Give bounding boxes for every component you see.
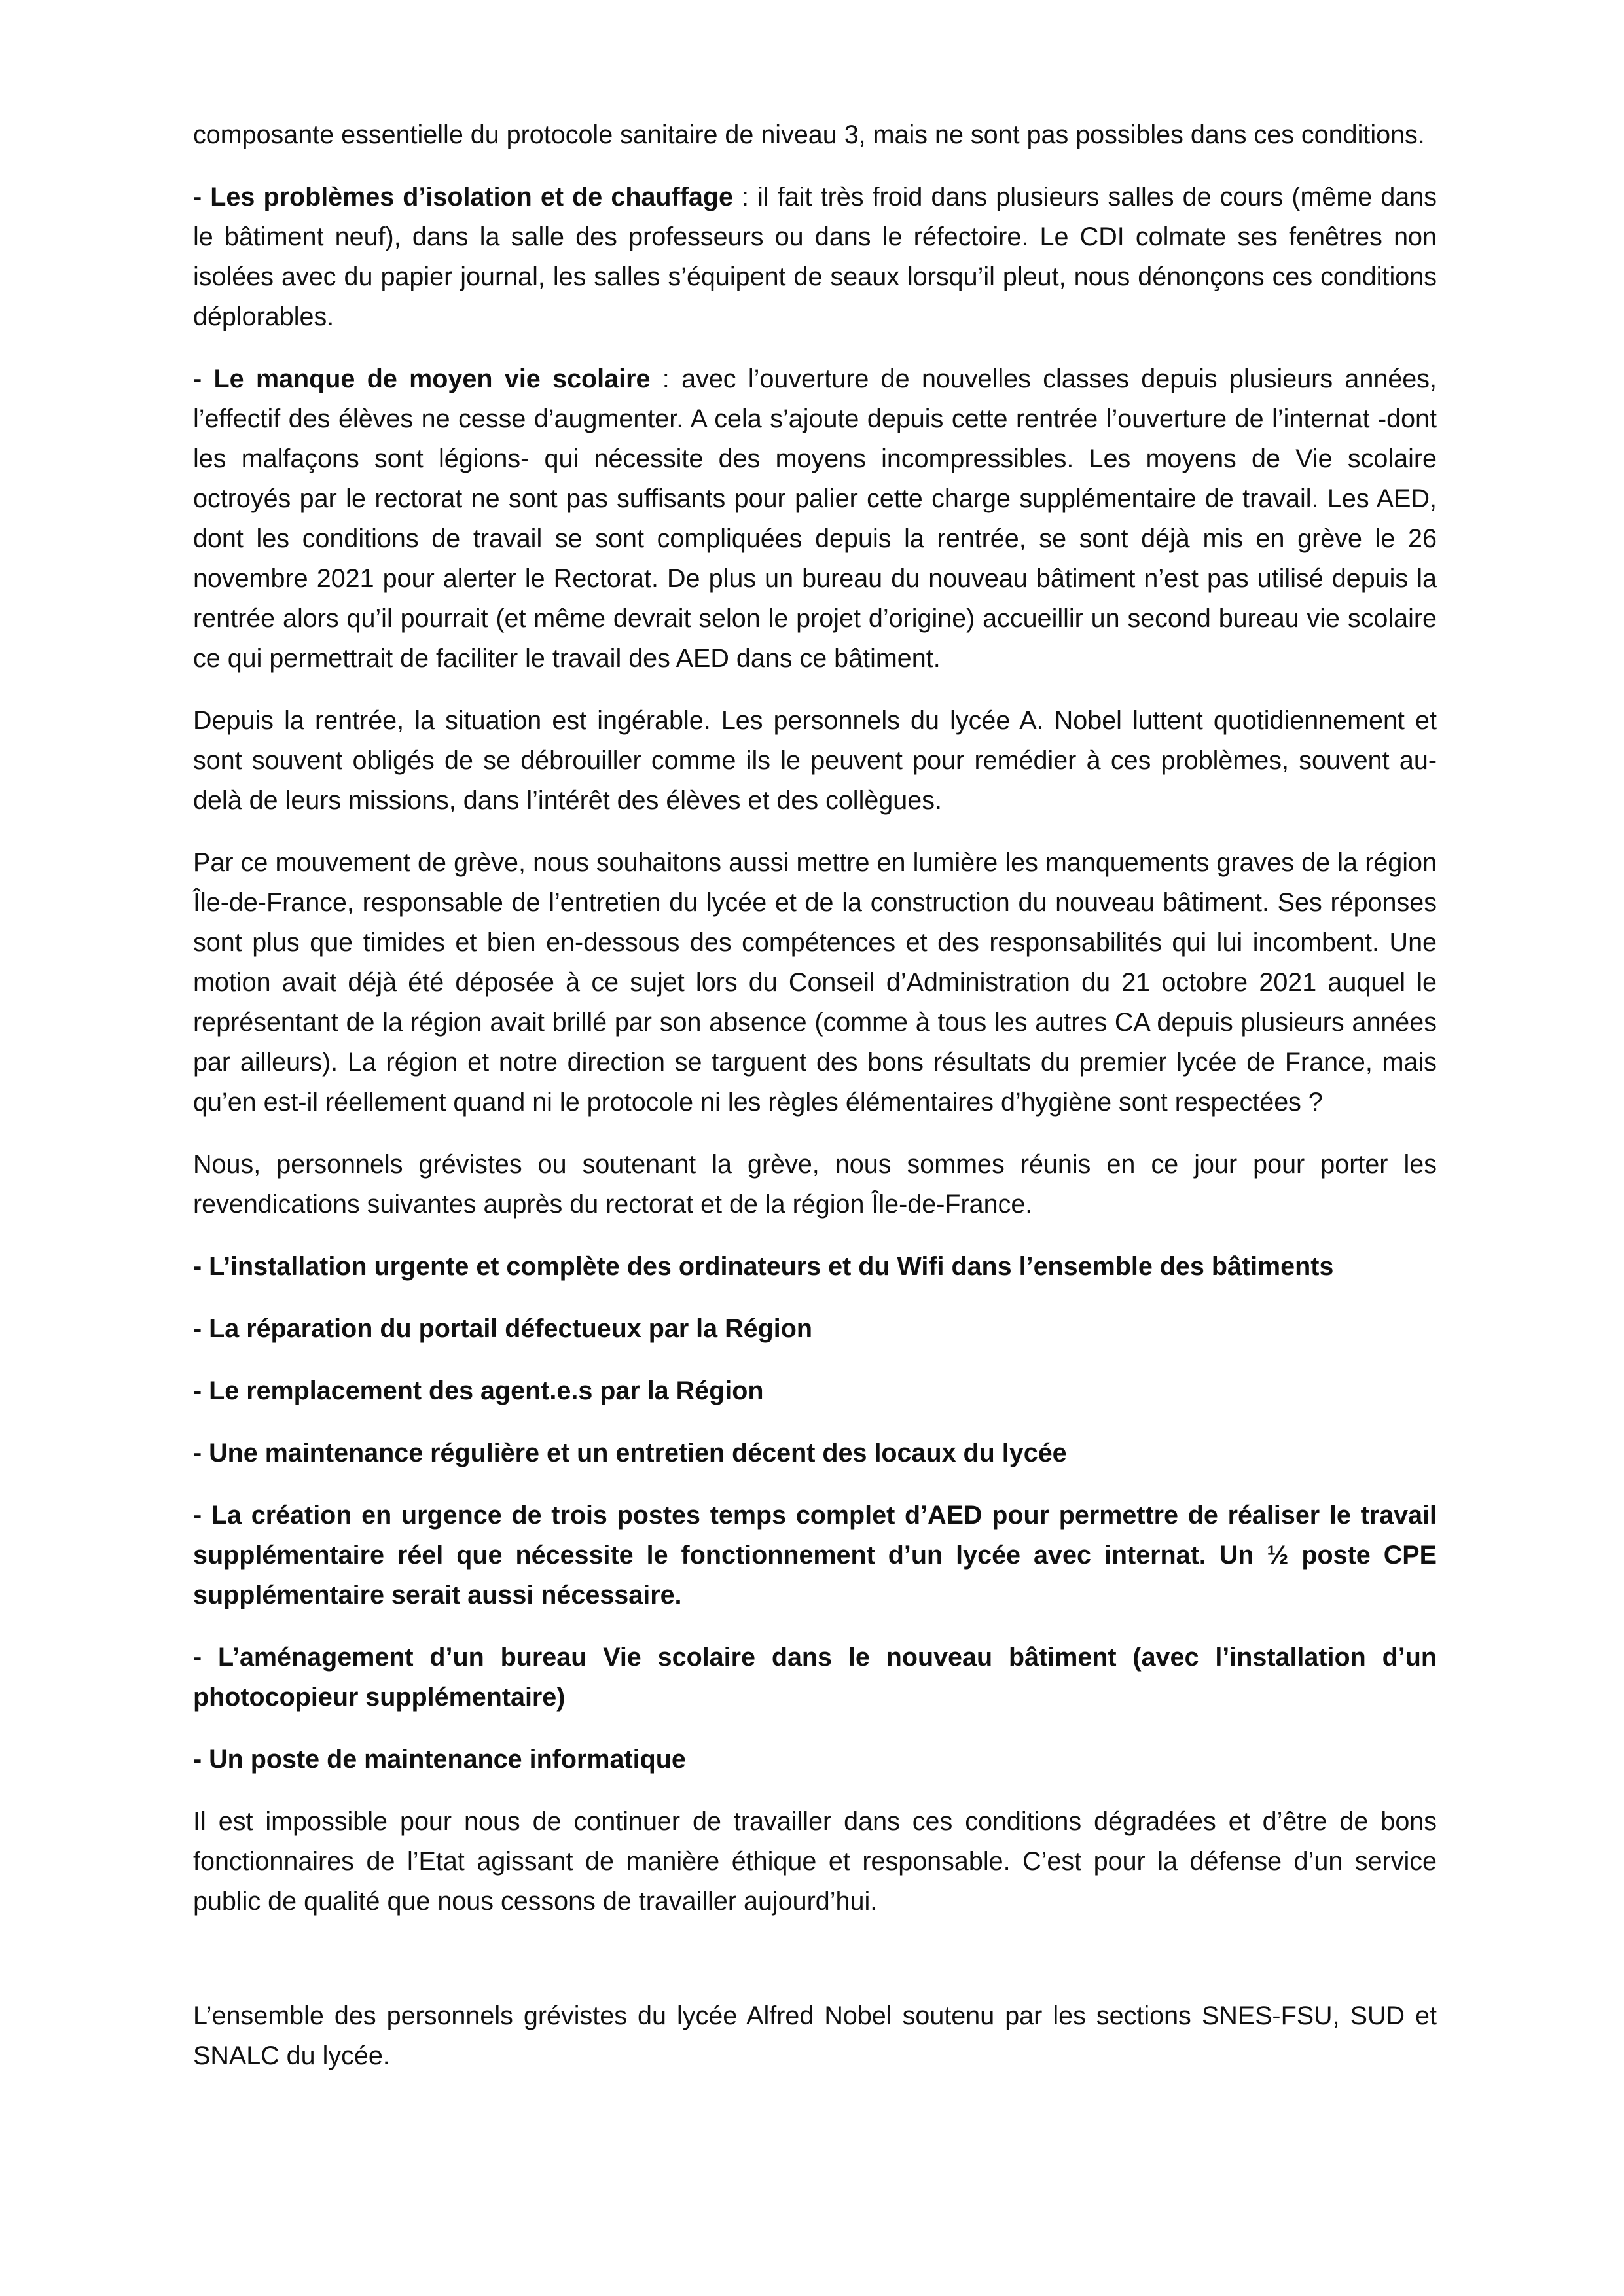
- paragraph-region: Par ce mouvement de grève, nous souhaitons aussi mettre en lumière les manquements graves de la région Île-de-France, responsable de l’entretien du lycée et de la construction du nouveau bâtiment. Ses réponses sont plus que timides et bien en-dessous des compétences et des responsabilités qui lui incombent. Une motion avait déjà été déposée à ce sujet lors du Conseil d’Administration du 21 octobre 2021 auquel le représentant de la région avait brillé par son absence (comme à tous les autres CA depuis plusieurs années par ailleurs). La région et notre direction se targuent des bons résultats du premier lycée de France, mais qu’en est-il réellement quand ni le protocole ni les règles élémentaires d’hygiène sont respectées ?: [193, 848, 1437, 1117]
- paragraph-vie-scolaire: [193, 359, 1437, 679]
- text-vie-scolaire: : avec l’ouverture de nouvelles classes depuis plusieurs années, l’effectif des élèves ne cesse d’augmenter. A cela s’ajoute depuis cette rentrée l’ouverture de l’internat -dont les malfaçons sont légions- qui nécessite des moyens incompressibles. Les moyens de Vie scolaire octroyés par le rectorat ne sont pas suffisants pour palier cette charge supplémentaire de travail. Les AED, dont les conditions de travail se sont compliquées depuis la rentrée, se sont déjà mis en grève le 26 novembre 2021 pour alerter le Rectorat. De plus un bureau du nouveau bâtiment n’est pas utilisé depuis la rentrée alors qu’il pourrait (et même devrait selon le projet d’origine) accueillir un second bureau vie scolaire ce qui permettrait de faciliter le travail des AED dans ce bâtiment.: [193, 365, 1437, 673]
- text-heating-problems: : il fait très froid dans plusieurs salles de cours (même dans le bâtiment neuf), dans la salle des professeurs ou dans le réfectoire. Le CDI colmate ses fenêtres non isolées avec du papier journal, les salles s’équipent de seaux lorsqu’il pleut, nous dénonçons ces conditions déplorables.: [193, 183, 1437, 331]
- paragraph-heating-problems: [193, 177, 1437, 337]
- paragraph-protocol-continuation: composante essentielle du protocole sanitaire de niveau 3, mais ne sont pas possibles dans ces conditions.: [193, 120, 1425, 149]
- signature: L’ensemble des personnels grévistes du lycée Alfred Nobel soutenu par les sections SNES-FSU, SUD et SNALC du lycée.: [193, 2001, 1437, 2070]
- document-page: [193, 115, 1437, 2098]
- heading-vie-scolaire: - Le manque de moyen vie scolaire: [193, 365, 651, 393]
- demand-item-maintenance: - Une maintenance régulière et un entretien décent des locaux du lycée: [193, 1439, 1067, 1467]
- demand-item-computers-wifi: - L’installation urgente et complète des ordinateurs et du Wifi dans l’ensemble des bâtiments: [193, 1252, 1334, 1281]
- demand-item-aed-posts: - La création en urgence de trois postes temps complet d’AED pour permettre de réaliser le travail supplémentaire réel que nécessite le fonctionnement d’un lycée avec internat. Un ½ poste CPE supplémentaire serait aussi nécessaire.: [193, 1501, 1437, 1609]
- demand-item-agents-replacement: - Le remplacement des agent.e.s par la Région: [193, 1376, 764, 1405]
- demand-item-office: - L’aménagement d’un bureau Vie scolaire dans le nouveau bâtiment (avec l’installation d’un photocopieur supplémentaire): [193, 1643, 1437, 1712]
- spacer: [193, 1944, 1437, 1996]
- paragraph-demands-intro: Nous, personnels grévistes ou soutenant la grève, nous sommes réunis en ce jour pour porter les revendications suivantes auprès du rectorat et de la région Île-de-France.: [193, 1150, 1437, 1219]
- demand-item-gate-repair: - La réparation du portail défectueux par la Région: [193, 1314, 812, 1343]
- paragraph-situation: Depuis la rentrée, la situation est ingérable. Les personnels du lycée A. Nobel luttent quotidiennement et sont souvent obligés de se débrouiller comme ils le peuvent pour remédier à ces problèmes, souvent au-delà de leurs missions, dans l’intérêt des élèves et des collègues.: [193, 706, 1437, 815]
- paragraph-closing: Il est impossible pour nous de continuer de travailler dans ces conditions dégradées et d’être de bons fonctionnaires de l’Etat agissant de manière éthique et responsable. C’est pour la défense d’un service public de qualité que nous cessons de travailler aujourd’hui.: [193, 1807, 1437, 1916]
- demand-item-it-maintenance: - Un poste de maintenance informatique: [193, 1745, 686, 1774]
- heading-heating-problems: - Les problèmes d’isolation et de chauffage: [193, 183, 733, 211]
